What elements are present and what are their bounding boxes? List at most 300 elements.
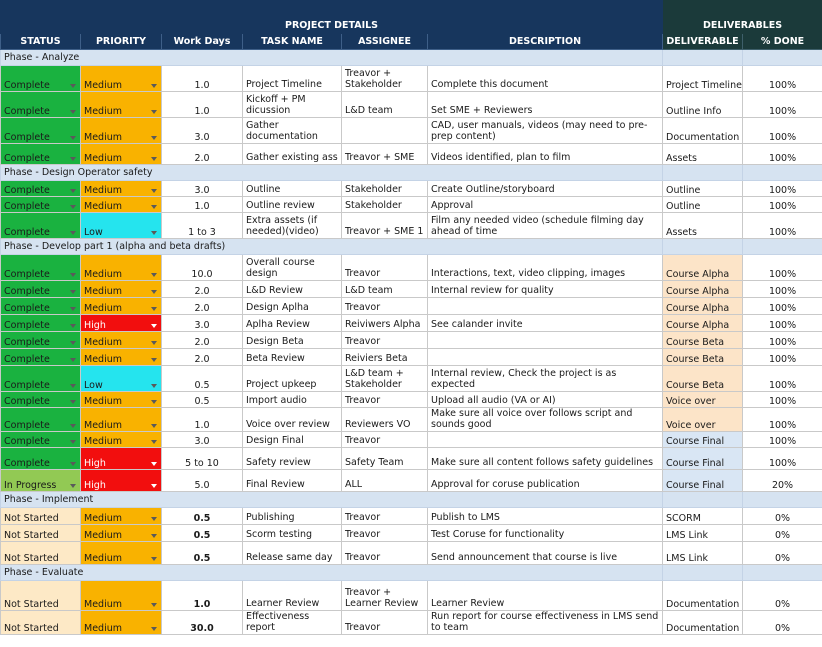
description-cell[interactable]: Complete this document	[428, 66, 663, 92]
work-days-cell[interactable]: 0.5	[162, 525, 243, 542]
priority-dropdown[interactable]	[81, 92, 162, 118]
work-days-cell[interactable]: 0.5	[162, 366, 243, 392]
description-cell[interactable]: Internal review for quality	[428, 281, 663, 298]
phase-row	[1, 50, 822, 66]
status-dropdown[interactable]	[1, 181, 81, 197]
priority-value: Medium	[84, 420, 122, 431]
chevron-down-icon[interactable]	[151, 358, 157, 362]
phase-row	[1, 165, 822, 181]
work-days-cell[interactable]: 1.0	[162, 408, 243, 432]
status-value: Not Started	[4, 513, 59, 524]
task-name-cell[interactable]: Release same day	[243, 542, 342, 565]
chevron-down-icon[interactable]	[151, 307, 157, 311]
task-name-cell[interactable]: Beta Review	[243, 349, 342, 366]
status-dropdown[interactable]	[1, 408, 81, 432]
chevron-down-icon[interactable]	[151, 462, 157, 466]
deliverable-cell[interactable]: Assets	[663, 144, 743, 165]
assignee-cell[interactable]	[342, 118, 428, 144]
deliverable-cell[interactable]: Documentation	[663, 118, 743, 144]
pct-done-cell[interactable]: 20%	[743, 470, 822, 492]
priority-dropdown[interactable]	[81, 408, 162, 432]
chevron-down-icon[interactable]	[70, 205, 76, 209]
status-dropdown[interactable]	[1, 611, 81, 635]
work-days-cell[interactable]: 3.0	[162, 315, 243, 332]
description-cell[interactable]: Learner Review	[428, 581, 663, 611]
deliverable-cell[interactable]: Course Beta	[663, 332, 743, 349]
deliverable-cell[interactable]: Outline Info	[663, 92, 743, 118]
chevron-down-icon[interactable]	[70, 400, 76, 404]
pct-done-cell[interactable]: 100%	[743, 298, 822, 315]
task-name-cell[interactable]: Voice over review	[243, 408, 342, 432]
task-name-cell[interactable]: Final Review	[243, 470, 342, 492]
task-name-cell[interactable]: Design Beta	[243, 332, 342, 349]
assignee-cell[interactable]: Reiviers Beta	[342, 349, 428, 366]
deliverable-cell[interactable]: LMS Link	[663, 525, 743, 542]
col-header-task-name[interactable]: TASK NAME	[243, 34, 342, 50]
priority-value: Medium	[84, 269, 122, 280]
col-header-assignee[interactable]: ASSIGNEE	[342, 34, 428, 50]
work-days-cell[interactable]: 2.0	[162, 144, 243, 165]
priority-value: Low	[84, 227, 103, 238]
chevron-down-icon[interactable]	[151, 534, 157, 538]
task-name-cell[interactable]: Publishing	[243, 508, 342, 525]
priority-value: Medium	[84, 303, 122, 314]
header-title-row	[1, 1, 822, 34]
pct-done-cell[interactable]: 100%	[743, 349, 822, 366]
chevron-down-icon[interactable]	[151, 440, 157, 444]
pct-done-cell[interactable]: 100%	[743, 332, 822, 349]
priority-dropdown[interactable]	[81, 392, 162, 408]
priority-dropdown[interactable]	[81, 581, 162, 611]
pct-done-cell[interactable]: 100%	[743, 408, 822, 432]
task-name-cell[interactable]: Aplha Review	[243, 315, 342, 332]
assignee-cell[interactable]: Treavor + SME 1	[342, 213, 428, 239]
status-value: In Progress	[4, 480, 57, 491]
work-days-cell[interactable]: 5 to 10	[162, 448, 243, 470]
pct-done-cell[interactable]: 100%	[743, 213, 822, 239]
assignee-cell[interactable]: Treavor + Learner Review	[342, 581, 428, 611]
description-cell[interactable]: Approval	[428, 197, 663, 213]
deliverable-cell[interactable]: Course Alpha	[663, 315, 743, 332]
work-days-cell[interactable]: 3.0	[162, 432, 243, 448]
status-value: Complete	[4, 420, 50, 431]
work-days-cell[interactable]: 1.0	[162, 92, 243, 118]
priority-dropdown[interactable]	[81, 448, 162, 470]
chevron-down-icon[interactable]	[70, 231, 76, 235]
status-dropdown[interactable]	[1, 281, 81, 298]
deliverables-header: DELIVERABLES	[663, 1, 822, 34]
status-dropdown[interactable]	[1, 197, 81, 213]
status-dropdown[interactable]	[1, 66, 81, 92]
status-dropdown[interactable]	[1, 349, 81, 366]
priority-dropdown[interactable]	[81, 525, 162, 542]
chevron-down-icon[interactable]	[70, 290, 76, 294]
phase-empty-cell[interactable]	[663, 50, 743, 66]
deliverable-cell[interactable]: Course Final	[663, 470, 743, 492]
priority-dropdown[interactable]	[81, 315, 162, 332]
description-cell[interactable]: Approval for coruse publication	[428, 470, 663, 492]
assignee-cell[interactable]: ALL	[342, 470, 428, 492]
status-value: Complete	[4, 458, 50, 469]
assignee-cell[interactable]: Treavor	[342, 392, 428, 408]
work-days-cell[interactable]: 30.0	[162, 611, 243, 635]
work-days-cell[interactable]: 3.0	[162, 118, 243, 144]
pct-done-cell[interactable]: 100%	[743, 118, 822, 144]
task-row	[1, 315, 822, 332]
work-days-cell[interactable]: 0.5	[162, 542, 243, 565]
priority-dropdown[interactable]	[81, 611, 162, 635]
description-cell[interactable]: Create Outline/storyboard	[428, 181, 663, 197]
work-days-cell[interactable]: 3.0	[162, 181, 243, 197]
description-cell[interactable]: CAD, user manuals, videos (may need to pre-prep content)	[428, 118, 663, 144]
priority-dropdown[interactable]	[81, 118, 162, 144]
pct-done-cell[interactable]: 100%	[743, 448, 822, 470]
priority-value: Medium	[84, 513, 122, 524]
pct-done-cell[interactable]: 100%	[743, 255, 822, 281]
task-name-cell[interactable]: Learner Review	[243, 581, 342, 611]
priority-value: Medium	[84, 185, 122, 196]
status-value: Not Started	[4, 599, 59, 610]
work-days-cell[interactable]: 1.0	[162, 581, 243, 611]
status-dropdown[interactable]	[1, 525, 81, 542]
assignee-cell[interactable]: Reviewers VO	[342, 408, 428, 432]
priority-dropdown[interactable]	[81, 508, 162, 525]
chevron-down-icon[interactable]	[70, 440, 76, 444]
chevron-down-icon[interactable]	[70, 157, 76, 161]
pct-done-cell[interactable]: 100%	[743, 92, 822, 118]
task-row	[1, 298, 822, 315]
description-cell[interactable]	[428, 432, 663, 448]
task-name-cell[interactable]: Overall course design	[243, 255, 342, 281]
status-dropdown[interactable]	[1, 332, 81, 349]
task-row	[1, 197, 822, 213]
deliverable-cell[interactable]: Voice over	[663, 392, 743, 408]
assignee-cell[interactable]: Stakeholder	[342, 197, 428, 213]
description-cell[interactable]: Interactions, text, video clipping, images	[428, 255, 663, 281]
phase-empty-cell[interactable]	[663, 239, 743, 255]
task-name-cell[interactable]: Gather documentation	[243, 118, 342, 144]
task-name-cell[interactable]: Scorm testing	[243, 525, 342, 542]
work-days-cell[interactable]: 5.0	[162, 470, 243, 492]
task-row	[1, 92, 822, 118]
status-dropdown[interactable]	[1, 432, 81, 448]
description-cell[interactable]	[428, 349, 663, 366]
assignee-cell[interactable]: Treavor	[342, 332, 428, 349]
priority-value: Medium	[84, 623, 122, 634]
work-days-cell[interactable]: 1 to 3	[162, 213, 243, 239]
status-value: Complete	[4, 269, 50, 280]
assignee-cell[interactable]: Stakeholder	[342, 181, 428, 197]
assignee-cell[interactable]: L&D team	[342, 92, 428, 118]
description-cell[interactable]: Film any needed video (schedule filming day ahead of time	[428, 213, 663, 239]
phase-empty-cell[interactable]	[743, 565, 822, 581]
assignee-cell[interactable]: Treavor	[342, 525, 428, 542]
assignee-cell[interactable]: Safety Team	[342, 448, 428, 470]
deliverable-cell[interactable]: Outline	[663, 197, 743, 213]
description-cell[interactable]: Set SME + Reviewers	[428, 92, 663, 118]
status-dropdown[interactable]	[1, 470, 81, 492]
work-days-cell[interactable]: 2.0	[162, 298, 243, 315]
chevron-down-icon[interactable]	[151, 84, 157, 88]
status-dropdown[interactable]	[1, 448, 81, 470]
status-value: Complete	[4, 201, 50, 212]
description-cell[interactable]	[428, 298, 663, 315]
status-value: Complete	[4, 436, 50, 447]
pct-done-cell[interactable]: 0%	[743, 581, 822, 611]
status-dropdown[interactable]	[1, 298, 81, 315]
pct-done-cell[interactable]: 0%	[743, 611, 822, 635]
pct-done-cell[interactable]: 100%	[743, 144, 822, 165]
chevron-down-icon[interactable]	[151, 205, 157, 209]
deliverable-cell[interactable]: Assets	[663, 213, 743, 239]
assignee-cell[interactable]: Treavor	[342, 542, 428, 565]
task-name-cell[interactable]: Outline review	[243, 197, 342, 213]
status-value: Complete	[4, 185, 50, 196]
chevron-down-icon[interactable]	[70, 84, 76, 88]
description-cell[interactable]: Run report for course effectiveness in LMS send to team	[428, 611, 663, 635]
status-value: Complete	[4, 132, 50, 143]
description-cell[interactable]: Send announcement that course is live	[428, 542, 663, 565]
pct-done-cell[interactable]: 0%	[743, 525, 822, 542]
status-value: Complete	[4, 396, 50, 407]
status-value: Complete	[4, 354, 50, 365]
phase-empty-cell[interactable]	[663, 165, 743, 181]
pct-done-cell[interactable]: 100%	[743, 432, 822, 448]
task-name-cell[interactable]: Safety review	[243, 448, 342, 470]
pct-done-cell[interactable]: 0%	[743, 508, 822, 525]
priority-dropdown[interactable]	[81, 181, 162, 197]
priority-dropdown[interactable]	[81, 366, 162, 392]
description-cell[interactable]: Make sure all voice over follows script and sounds good	[428, 408, 663, 432]
chevron-down-icon[interactable]	[151, 189, 157, 193]
priority-dropdown[interactable]	[81, 542, 162, 565]
col-header-priority[interactable]: PRIORITY	[81, 34, 162, 50]
status-value: Complete	[4, 303, 50, 314]
deliverable-cell[interactable]: Course Beta	[663, 366, 743, 392]
phase-empty-cell[interactable]	[743, 165, 822, 181]
chevron-down-icon[interactable]	[70, 384, 76, 388]
status-value: Complete	[4, 153, 50, 164]
task-row	[1, 432, 822, 448]
task-name-cell[interactable]: Import audio	[243, 392, 342, 408]
status-dropdown[interactable]	[1, 144, 81, 165]
priority-dropdown[interactable]	[81, 470, 162, 492]
description-cell[interactable]	[428, 332, 663, 349]
status-dropdown[interactable]	[1, 392, 81, 408]
priority-dropdown[interactable]	[81, 144, 162, 165]
priority-dropdown[interactable]	[81, 213, 162, 239]
chevron-down-icon[interactable]	[70, 462, 76, 466]
assignee-cell[interactable]: Reiviwers Alpha	[342, 315, 428, 332]
chevron-down-icon[interactable]	[70, 358, 76, 362]
assignee-cell[interactable]: Treavor	[342, 432, 428, 448]
work-days-cell[interactable]: 0.5	[162, 392, 243, 408]
priority-value: Medium	[84, 553, 122, 564]
priority-value: Medium	[84, 132, 122, 143]
work-days-cell[interactable]: 2.0	[162, 281, 243, 298]
chevron-down-icon[interactable]	[70, 484, 76, 488]
deliverable-cell[interactable]: Course Beta	[663, 349, 743, 366]
task-row	[1, 349, 822, 366]
task-row	[1, 332, 822, 349]
priority-dropdown[interactable]	[81, 432, 162, 448]
chevron-down-icon[interactable]	[70, 341, 76, 345]
description-cell[interactable]: Make sure all content follows safety guidelines	[428, 448, 663, 470]
status-value: Complete	[4, 106, 50, 117]
chevron-down-icon[interactable]	[151, 400, 157, 404]
assignee-cell[interactable]: Treavor	[342, 611, 428, 635]
pct-done-cell[interactable]: 100%	[743, 315, 822, 332]
chevron-down-icon[interactable]	[151, 157, 157, 161]
deliverable-cell[interactable]: Voice over	[663, 408, 743, 432]
status-dropdown[interactable]	[1, 315, 81, 332]
chevron-down-icon[interactable]	[151, 627, 157, 631]
status-dropdown[interactable]	[1, 581, 81, 611]
deliverable-cell[interactable]: Course Final	[663, 432, 743, 448]
chevron-down-icon[interactable]	[70, 189, 76, 193]
deliverable-cell[interactable]: Documentation	[663, 581, 743, 611]
status-value: Complete	[4, 286, 50, 297]
priority-dropdown[interactable]	[81, 349, 162, 366]
task-name-cell[interactable]: Project Timeline	[243, 66, 342, 92]
priority-dropdown[interactable]	[81, 281, 162, 298]
work-days-cell[interactable]: 1.0	[162, 66, 243, 92]
chevron-down-icon[interactable]	[151, 557, 157, 561]
chevron-down-icon[interactable]	[70, 307, 76, 311]
description-cell[interactable]: Internal review, Check the project is as expected	[428, 366, 663, 392]
status-dropdown[interactable]	[1, 508, 81, 525]
phase-empty-cell[interactable]	[663, 565, 743, 581]
assignee-cell[interactable]: Treavor + SME	[342, 144, 428, 165]
task-name-cell[interactable]: L&D Review	[243, 281, 342, 298]
col-header-description[interactable]: DESCRIPTION	[428, 34, 663, 50]
phase-empty-cell[interactable]	[743, 50, 822, 66]
status-dropdown[interactable]	[1, 366, 81, 392]
chevron-down-icon[interactable]	[70, 424, 76, 428]
description-cell[interactable]: Videos identified, plan to film	[428, 144, 663, 165]
status-dropdown[interactable]	[1, 255, 81, 281]
status-value: Complete	[4, 337, 50, 348]
chevron-down-icon[interactable]	[151, 231, 157, 235]
assignee-cell[interactable]: L&D team + Stakeholder	[342, 366, 428, 392]
task-name-cell[interactable]: Design Final	[243, 432, 342, 448]
chevron-down-icon[interactable]	[151, 484, 157, 488]
task-name-cell[interactable]: Kickoff + PM dicussion	[243, 92, 342, 118]
col-header-pct-done[interactable]: % DONE	[743, 34, 822, 50]
deliverable-cell[interactable]: Project Timeline	[663, 66, 743, 92]
work-days-cell[interactable]: 1.0	[162, 197, 243, 213]
work-days-cell[interactable]: 0.5	[162, 508, 243, 525]
priority-dropdown[interactable]	[81, 197, 162, 213]
col-header-work-days[interactable]: Work Days	[162, 34, 243, 50]
pct-done-cell[interactable]: 0%	[743, 542, 822, 565]
task-name-cell[interactable]: Project upkeep	[243, 366, 342, 392]
task-name-cell[interactable]: Gather existing ass	[243, 144, 342, 165]
description-cell[interactable]: Upload all audio (VA or AI)	[428, 392, 663, 408]
description-cell[interactable]: Test Coruse for functionality	[428, 525, 663, 542]
phase-title: Phase - Design Operator safety	[1, 165, 663, 181]
chevron-down-icon[interactable]	[151, 341, 157, 345]
status-dropdown[interactable]	[1, 118, 81, 144]
chevron-down-icon[interactable]	[151, 110, 157, 114]
task-name-cell[interactable]: Extra assets (if needed)(video)	[243, 213, 342, 239]
chevron-down-icon[interactable]	[151, 603, 157, 607]
assignee-cell[interactable]: Treavor	[342, 298, 428, 315]
task-name-cell[interactable]: Outline	[243, 181, 342, 197]
project-details-header: PROJECT DETAILS	[1, 1, 663, 34]
assignee-cell[interactable]: L&D team	[342, 281, 428, 298]
priority-value: High	[84, 480, 106, 491]
pct-done-cell[interactable]: 100%	[743, 66, 822, 92]
chevron-down-icon[interactable]	[70, 110, 76, 114]
chevron-down-icon[interactable]	[151, 273, 157, 277]
description-cell[interactable]: Publish to LMS	[428, 508, 663, 525]
chevron-down-icon[interactable]	[70, 324, 76, 328]
deliverable-cell[interactable]: Course Alpha	[663, 298, 743, 315]
priority-dropdown[interactable]	[81, 255, 162, 281]
priority-dropdown[interactable]	[81, 332, 162, 349]
task-row	[1, 66, 822, 92]
deliverable-cell[interactable]: Documentation	[663, 611, 743, 635]
chevron-down-icon[interactable]	[151, 517, 157, 521]
deliverable-cell[interactable]: Course Alpha	[663, 281, 743, 298]
pct-done-cell[interactable]: 100%	[743, 197, 822, 213]
status-dropdown[interactable]	[1, 213, 81, 239]
phase-row	[1, 239, 822, 255]
pct-done-cell[interactable]: 100%	[743, 392, 822, 408]
priority-dropdown[interactable]	[81, 66, 162, 92]
work-days-cell[interactable]: 2.0	[162, 332, 243, 349]
chevron-down-icon[interactable]	[151, 424, 157, 428]
deliverable-cell[interactable]: LMS Link	[663, 542, 743, 565]
status-dropdown[interactable]	[1, 92, 81, 118]
assignee-cell[interactable]: Treavor	[342, 508, 428, 525]
pct-done-cell[interactable]: 100%	[743, 181, 822, 197]
priority-value: Medium	[84, 153, 122, 164]
deliverable-cell[interactable]: SCORM	[663, 508, 743, 525]
task-row	[1, 281, 822, 298]
deliverable-cell[interactable]: Course Alpha	[663, 255, 743, 281]
chevron-down-icon[interactable]	[151, 384, 157, 388]
work-days-cell[interactable]: 2.0	[162, 349, 243, 366]
task-name-cell[interactable]: Effectiveness report	[243, 611, 342, 635]
deliverable-cell[interactable]: Outline	[663, 181, 743, 197]
col-header-deliverable[interactable]: DELIVERABLE	[663, 34, 743, 50]
assignee-cell[interactable]: Treavor + Stakeholder	[342, 66, 428, 92]
deliverable-cell[interactable]: Course Final	[663, 448, 743, 470]
pct-done-cell[interactable]: 100%	[743, 281, 822, 298]
chevron-down-icon[interactable]	[70, 273, 76, 277]
assignee-cell[interactable]: Treavor	[342, 255, 428, 281]
status-dropdown[interactable]	[1, 542, 81, 565]
chevron-down-icon[interactable]	[70, 136, 76, 140]
priority-value: High	[84, 458, 106, 469]
priority-dropdown[interactable]	[81, 298, 162, 315]
phase-empty-cell[interactable]	[743, 239, 822, 255]
chevron-down-icon[interactable]	[151, 324, 157, 328]
pct-done-cell[interactable]: 100%	[743, 366, 822, 392]
task-row	[1, 144, 822, 165]
chevron-down-icon[interactable]	[151, 136, 157, 140]
col-header-status[interactable]: STATUS	[1, 34, 81, 50]
chevron-down-icon[interactable]	[151, 290, 157, 294]
task-row	[1, 525, 822, 542]
phase-empty-cell[interactable]	[743, 492, 822, 508]
description-cell[interactable]: See calander invite	[428, 315, 663, 332]
phase-empty-cell[interactable]	[663, 492, 743, 508]
task-name-cell[interactable]: Design Aplha	[243, 298, 342, 315]
work-days-cell[interactable]: 10.0	[162, 255, 243, 281]
